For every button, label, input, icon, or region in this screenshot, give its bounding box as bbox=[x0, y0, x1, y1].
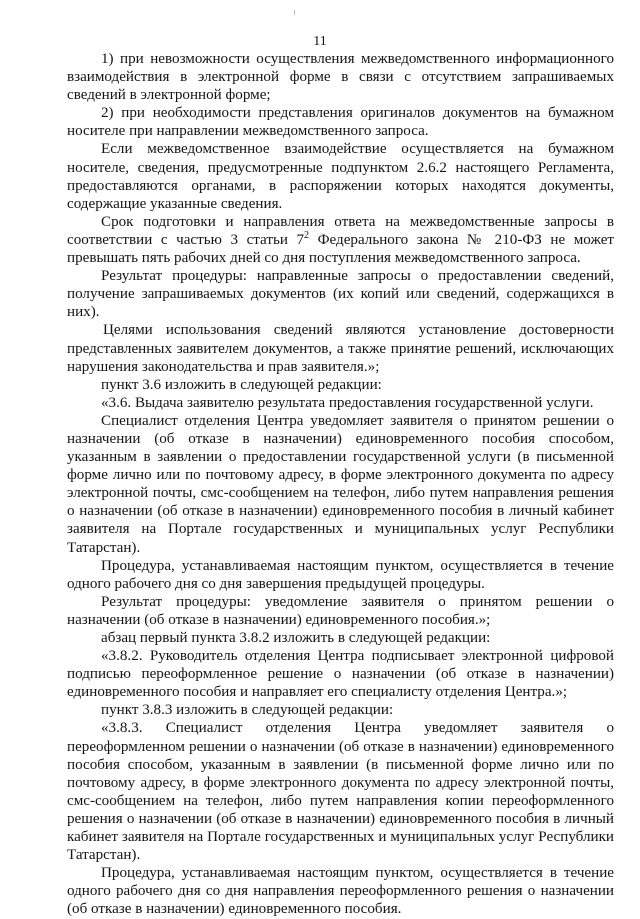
superscript: 2 bbox=[304, 229, 310, 241]
paragraph: Результат процедуры: уведомление заявителя о принятом решении о назначении (об отказе в назначении) единовременного пособия.»; bbox=[67, 593, 614, 628]
paragraph: Процедура, устанавливаемая настоящим пунктом, осуществляется в течение одного рабочего дня со дня направления переоформленного решения о назначении (об отказе в назначении) единовременного пособия. bbox=[67, 865, 614, 918]
paragraph: Процедура, устанавливаемая настоящим пунктом, осуществляется в течение одного рабочего дня со дня завершения предыдущей процедуры. bbox=[67, 557, 614, 592]
paragraph: «3.6. Выдача заявителю результата предоставления государственной услуги. bbox=[101, 394, 594, 411]
paragraph bbox=[67, 213, 614, 267]
paragraph: Если межведомственное взаимодействие осуществляется на бумажном носителе, сведения, предусмотренные подпунктом 2.6.2 настоящего Регламента, предоставляются органами, в распоряжении которых находятся документы, содержащие указанные сведения. bbox=[67, 141, 614, 212]
paragraph: 1) при невозможности осуществления межведомственного информационного взаимодействия в электронной форме в связи с отсутствием запрашиваемых сведений в электронной форме; bbox=[67, 51, 614, 104]
page-number: 11 bbox=[313, 34, 327, 49]
paragraph: Целями использования сведений являются установление достоверности представленных заявителем документов, а также принятие решений, исключающих нарушения законодательства и прав заявителя.»; bbox=[67, 322, 614, 375]
paragraph: пункт 3.8.3 изложить в следующей редакции: bbox=[101, 702, 394, 719]
paragraph-text: Срок подготовки и направления ответа на межведомственные запросы в соответствии с частью 3 статьи 7 bbox=[67, 213, 614, 248]
paragraph: абзац первый пункта 3.8.2 изложить в следующей редакции: bbox=[101, 630, 491, 646]
paragraph-text: Федерального закона № 210-ФЗ не может превышать пять рабочих дней со дня поступления межведомственного запроса. bbox=[67, 231, 614, 267]
scan-artifact-top bbox=[294, 10, 295, 15]
paragraph: «3.8.2. Руководитель отделения Центра подписывает электронной цифровой подписью переоформленное решение о назначении (об отказе в назначении) единовременного пособия и направляет его специалисту отделения Центра.»; bbox=[67, 648, 614, 701]
paragraph: Результат процедуры: направленные запросы о предоставлении сведений, получение запрашиваемых документов (их копий или сведений, содержащихся в них). bbox=[67, 268, 614, 321]
paragraph: 2) при необходимости представления оригиналов документов на бумажном носителе при направлении межведомственного запроса. bbox=[67, 105, 614, 140]
paragraph: пункт 3.6 изложить в следующей редакции: bbox=[101, 376, 382, 393]
document-body bbox=[67, 50, 614, 919]
paragraph: «3.8.3. Специалист отделения Центра уведомляет заявителя о переоформленном решении о назначении (об отказе в назначении) единовременного пособия способом, указанным в заявлении (в письменной форме лично или по почтовому адресу, в форме электронного документа по адресу электронной почты, смс-сообщением на телефон, либо путем направления копии переоформленного решения о назначении (об отказе в назначении) единовременного пособия в личный кабинет заявителя на Портале государственных и муниципальных услуг Республики Татарстан). bbox=[67, 720, 614, 864]
paragraph: Специалист отделения Центра уведомляет заявителя о принятом решении о назначении (об отказе в назначении) единовременного пособия способом, указанным в заявлении о предоставлении государственной услуги (в письменной форме лично или по почтовому адресу, в форме электронного документа по адресу электронной почты, смс-сообщением на телефон, либо путем направления решения о назначении (об отказе в назначении) единовременного пособия в личный кабинет заявителя на Портале государственных и муниципальных услуг Республики Татарстан). bbox=[67, 412, 614, 556]
